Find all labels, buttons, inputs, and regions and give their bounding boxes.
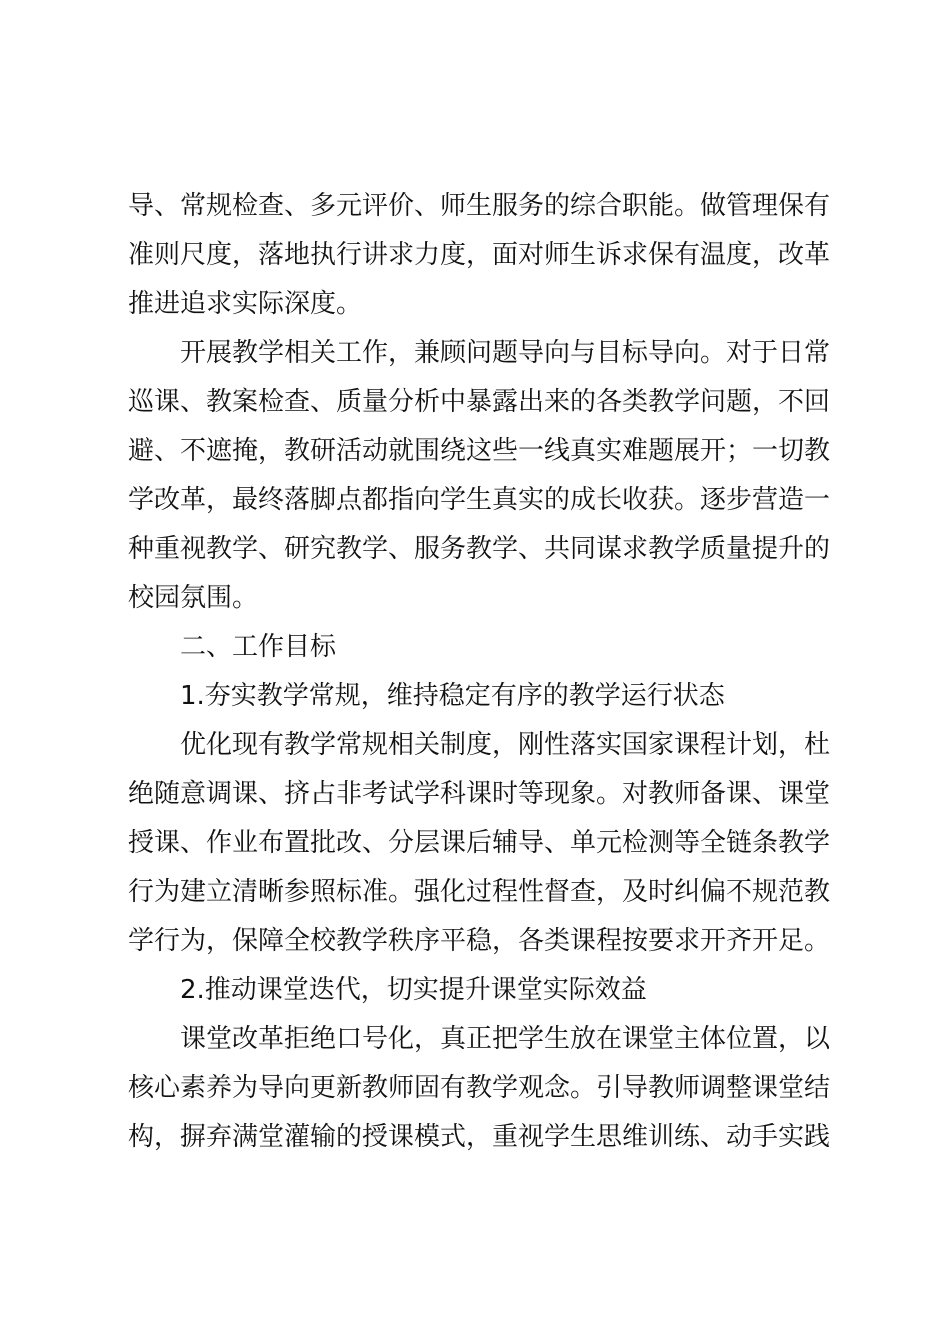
paragraph-line: 构，摒弃满堂灌输的授课模式，重视学生思维训练、动手实践 <box>128 1122 831 1152</box>
paragraph-line: 学行为，保障全校教学秩序平稳，各类课程按要求开齐开足。 <box>128 926 831 956</box>
subsection-heading: 2.推动课堂迭代，切实提升课堂实际效益 <box>180 975 647 1005</box>
paragraph-first-line: 优化现有教学常规相关制度，刚性落实国家课程计划，杜 <box>180 730 831 760</box>
paragraph-line: 种重视教学、研究教学、服务教学、共同谋求教学质量提升的 <box>128 534 831 564</box>
paragraph-line: 导、常规检查、多元评价、师生服务的综合职能。做管理保有 <box>128 191 831 221</box>
paragraph-line: 巡课、教案检查、质量分析中暴露出来的各类教学问题，不回 <box>128 387 831 417</box>
paragraph-first-line: 课堂改革拒绝口号化，真正把学生放在课堂主体位置，以 <box>180 1024 831 1054</box>
paragraph-line: 核心素养为导向更新教师固有教学观念。引导教师调整课堂结 <box>128 1073 831 1103</box>
paragraph-line: 授课、作业布置批改、分层课后辅导、单元检测等全链条教学 <box>128 828 831 858</box>
paragraph-line: 推进追求实际深度。 <box>128 289 363 319</box>
paragraph-line: 避、不遮掩，教研活动就围绕这些一线真实难题展开；一切教 <box>128 436 831 466</box>
document-body <box>128 182 831 1162</box>
section-heading: 二、工作目标 <box>180 632 337 662</box>
paragraph-line: 校园氛围。 <box>128 583 259 613</box>
paragraph-line: 准则尺度，落地执行讲求力度，面对师生诉求保有温度，改革 <box>128 240 831 270</box>
paragraph-line: 学改革，最终落脚点都指向学生真实的成长收获。逐步营造一 <box>128 485 831 515</box>
paragraph-line: 行为建立清晰参照标准。强化过程性督查，及时纠偏不规范教 <box>128 877 831 907</box>
paragraph-line: 绝随意调课、挤占非考试学科课时等现象。对教师备课、课堂 <box>128 779 831 809</box>
paragraph-first-line: 开展教学相关工作，兼顾问题导向与目标导向。对于日常 <box>180 338 831 368</box>
subsection-heading: 1.夯实教学常规，维持稳定有序的教学运行状态 <box>180 681 725 711</box>
